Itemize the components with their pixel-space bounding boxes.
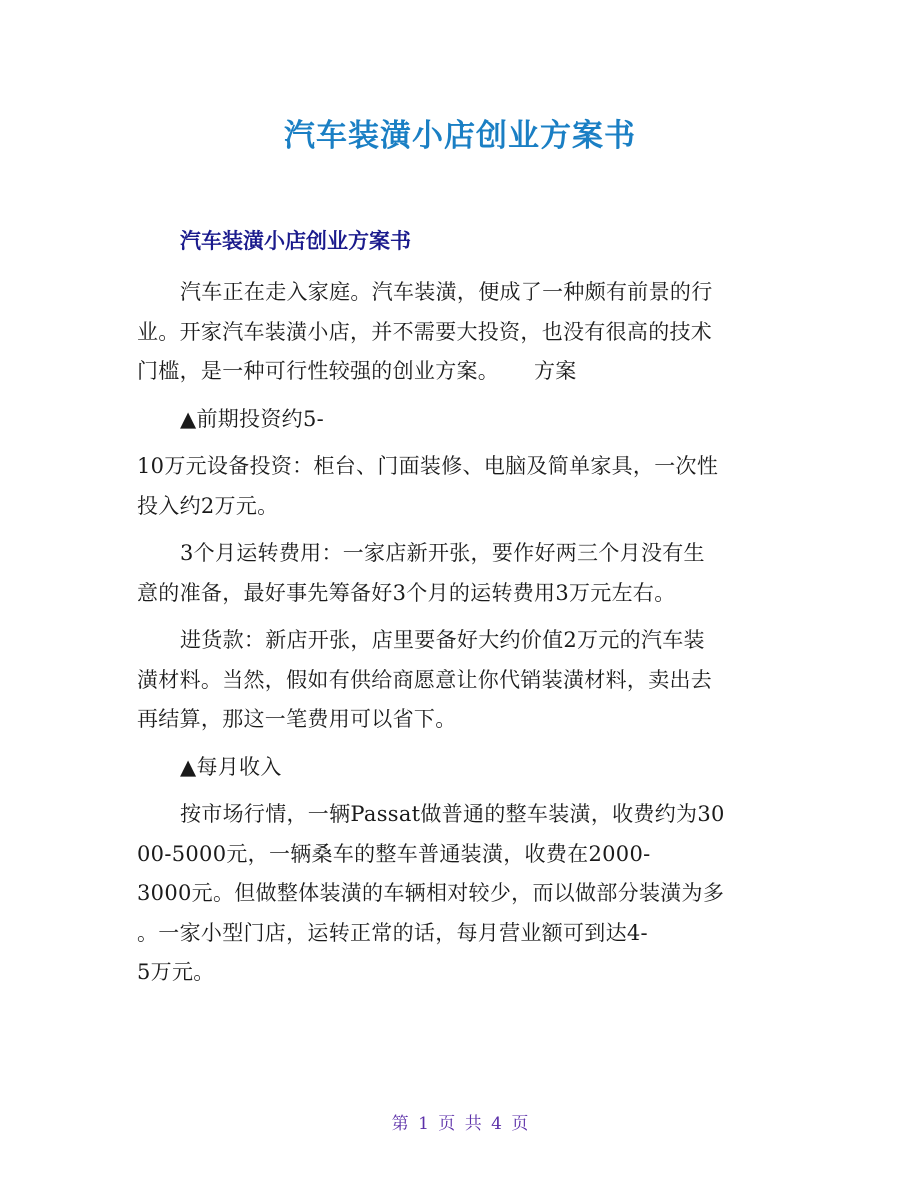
text-line: 意的准备，最好事先筹备好3个月的运转费用3万元左右。 bbox=[137, 580, 676, 605]
text-line: 。一家小型门店，运转正常的话，每月营业额可到达4- bbox=[137, 920, 648, 945]
text-line: 再结算，那这一笔费用可以省下。 bbox=[137, 707, 457, 731]
text-line: 3个月运转费用：一家店新开张，要作好两三个月没有生 bbox=[180, 541, 705, 565]
paragraph-inventory-funds bbox=[137, 621, 787, 740]
text-line: 进货款：新店开张，店里要备好大约价值2万元的汽车装 bbox=[180, 628, 705, 652]
paragraph-equipment-investment bbox=[137, 447, 787, 526]
text-line: 3000元。但做整体装潢的车辆相对较少，而以做部分装潢为多 bbox=[137, 881, 725, 905]
document-title: 汽车装潢小店创业方案书 bbox=[284, 118, 636, 154]
text-line: 潢材料。当然，假如有供给商愿意让你代销装潢材料，卖出去 bbox=[137, 667, 713, 692]
text-line: 5万元。 bbox=[137, 960, 215, 984]
text-line: ▲前期投资约5- bbox=[180, 406, 325, 431]
paragraph-operating-costs bbox=[137, 534, 787, 613]
text-line: 00-5000元，一辆桑车的整车普通装潢，收费在2000- bbox=[137, 841, 651, 866]
text-line: 业。开家汽车装潢小店，并不需要大投资，也没有很高的技术 bbox=[137, 319, 713, 344]
document-subtitle: 汽车装潢小店创业方案书 bbox=[180, 229, 411, 253]
page-number-footer: 第 1 页 共 4 页 bbox=[391, 1114, 529, 1134]
text-line: 按市场行情，一辆Passat做普通的整车装潢，收费约为30 bbox=[180, 802, 725, 826]
text-line: 汽车正在走入家庭。汽车装潢，便成了一种颇有前景的行 bbox=[180, 280, 713, 304]
document-body bbox=[137, 219, 787, 1001]
paragraph-initial-investment-heading bbox=[137, 400, 787, 440]
text-line: 10万元设备投资：柜台、门面装修、电脑及简单家具，一次性 bbox=[137, 454, 719, 478]
text-line: ▲每月收入 bbox=[180, 754, 282, 779]
paragraph-market-rates bbox=[137, 795, 787, 993]
text-line: 投入约2万元。 bbox=[137, 493, 279, 518]
paragraph-monthly-income-heading bbox=[137, 748, 787, 788]
paragraph-intro bbox=[137, 273, 787, 392]
text-line: 门槛，是一种可行性较强的创业方案。 方案 bbox=[137, 359, 577, 383]
